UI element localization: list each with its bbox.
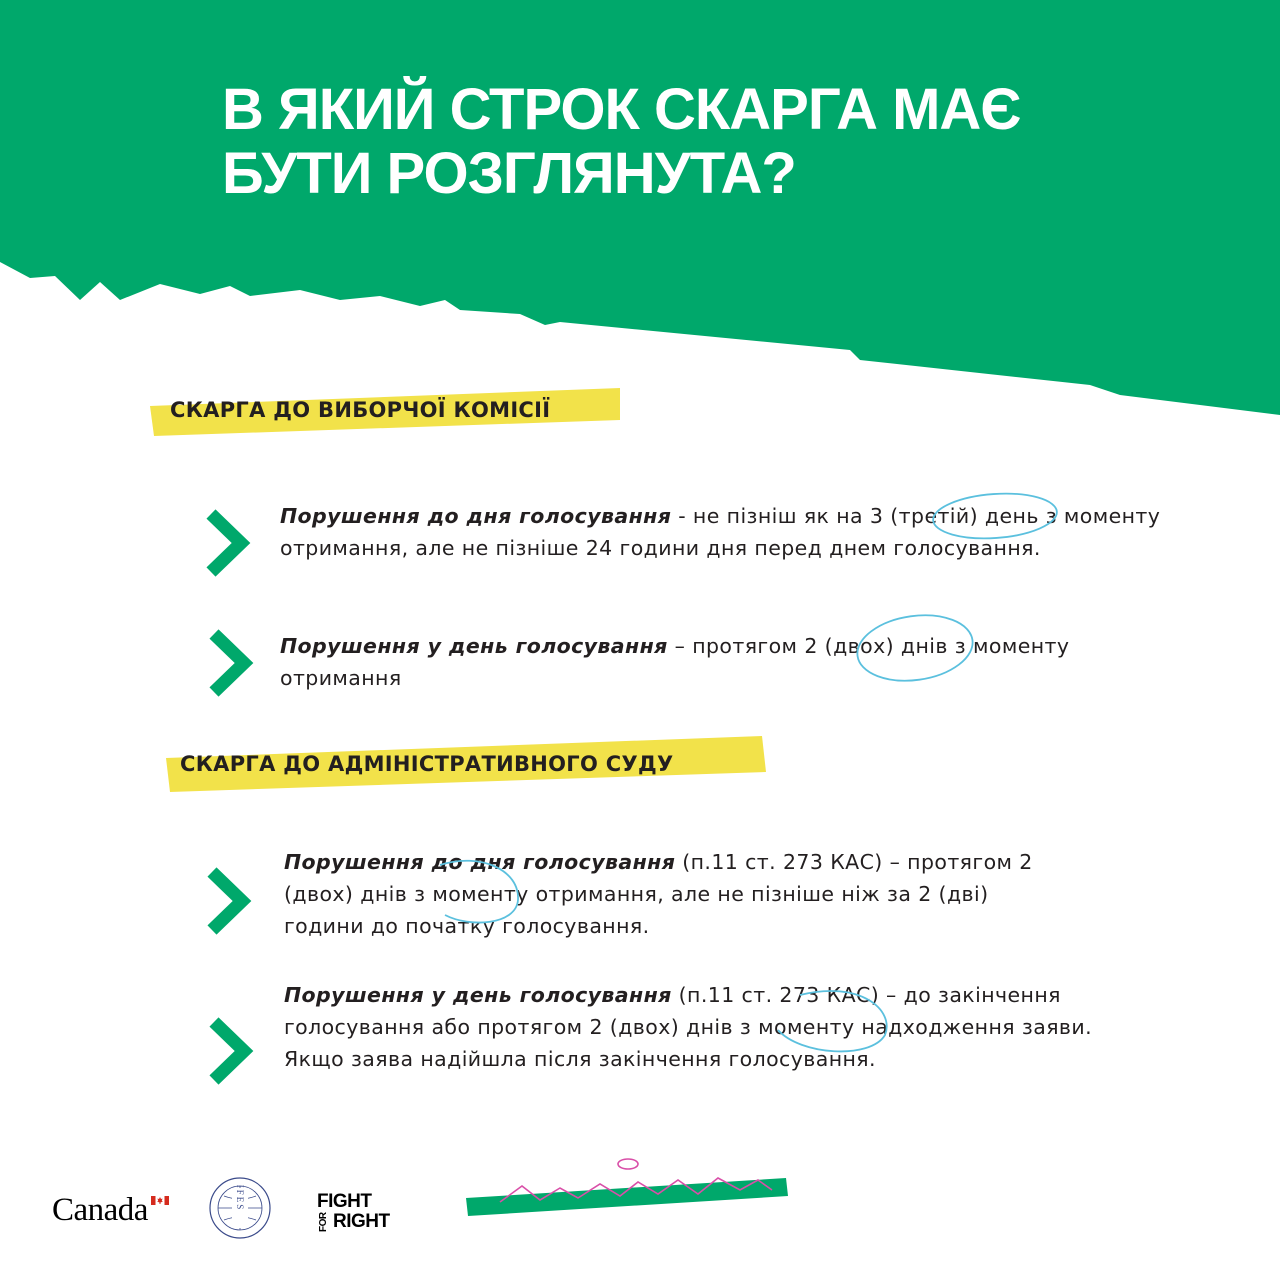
- decorative-zigzag-bar: [460, 1150, 800, 1230]
- item-bold: Порушення у день голосування: [284, 983, 672, 1007]
- title-line-1: В ЯКИЙ СТРОК СКАРГА МАЄ: [222, 77, 1021, 142]
- ffr-fight: FIGHT: [317, 1191, 372, 1212]
- item-text: (п.11 ст. 273 КАС) – протягом 2 (двох) днів з моменту отримання, але не пізніше ніж за 2 (дві) години до початку голосування.: [284, 850, 1033, 938]
- canada-flag-icon: [151, 1196, 169, 1205]
- chevron-right-icon: [208, 1016, 254, 1086]
- ffr-right: RIGHT: [333, 1211, 390, 1232]
- ffr-for: FOR: [318, 1212, 329, 1232]
- section-2-item-1: [284, 846, 1074, 942]
- chevron-right-icon: [206, 866, 252, 936]
- item-text: (п.11 ст. 273 КАС) – до закінчення голосування або протягом 2 (двох) днів з моменту надходження заяви. Якщо заява надійшла після закінчення голосування.: [284, 983, 1093, 1071]
- header-background: [0, 0, 1280, 420]
- item-bold: Порушення до дня голосування: [280, 504, 672, 528]
- ifes-logo-text: IFES: [235, 1184, 245, 1212]
- section-1-item-2: [280, 630, 1080, 694]
- section-2-item-2: [284, 979, 1094, 1075]
- section-1-item-1: [280, 500, 1180, 564]
- item-bold: Порушення до дня голосування: [284, 850, 676, 874]
- title-line-2: БУТИ РОЗГЛЯНУТА?: [222, 141, 796, 206]
- chevron-right-icon: [205, 508, 251, 578]
- section-1-label: СКАРГА ДО ВИБОРЧОЇ КОМІСІЇ: [170, 398, 551, 422]
- fight-for-right-logo: [317, 1192, 390, 1235]
- item-bold: Порушення у день голосування: [280, 634, 668, 658]
- item-text: – протягом 2 (двох) днів з моменту отримання: [280, 634, 1070, 690]
- item-text: - не пізніш як на 3 (третій) день з моменту отримання, але не пізніше 24 години дня перед днем голосування.: [280, 504, 1161, 560]
- chevron-right-icon: [208, 628, 254, 698]
- ifes-logo-icon: [200, 1168, 280, 1248]
- page-title: [222, 78, 1182, 206]
- section-2-label: СКАРГА ДО АДМІНІСТРАТИВНОГО СУДУ: [180, 752, 674, 776]
- canada-logo: Canada: [52, 1192, 148, 1228]
